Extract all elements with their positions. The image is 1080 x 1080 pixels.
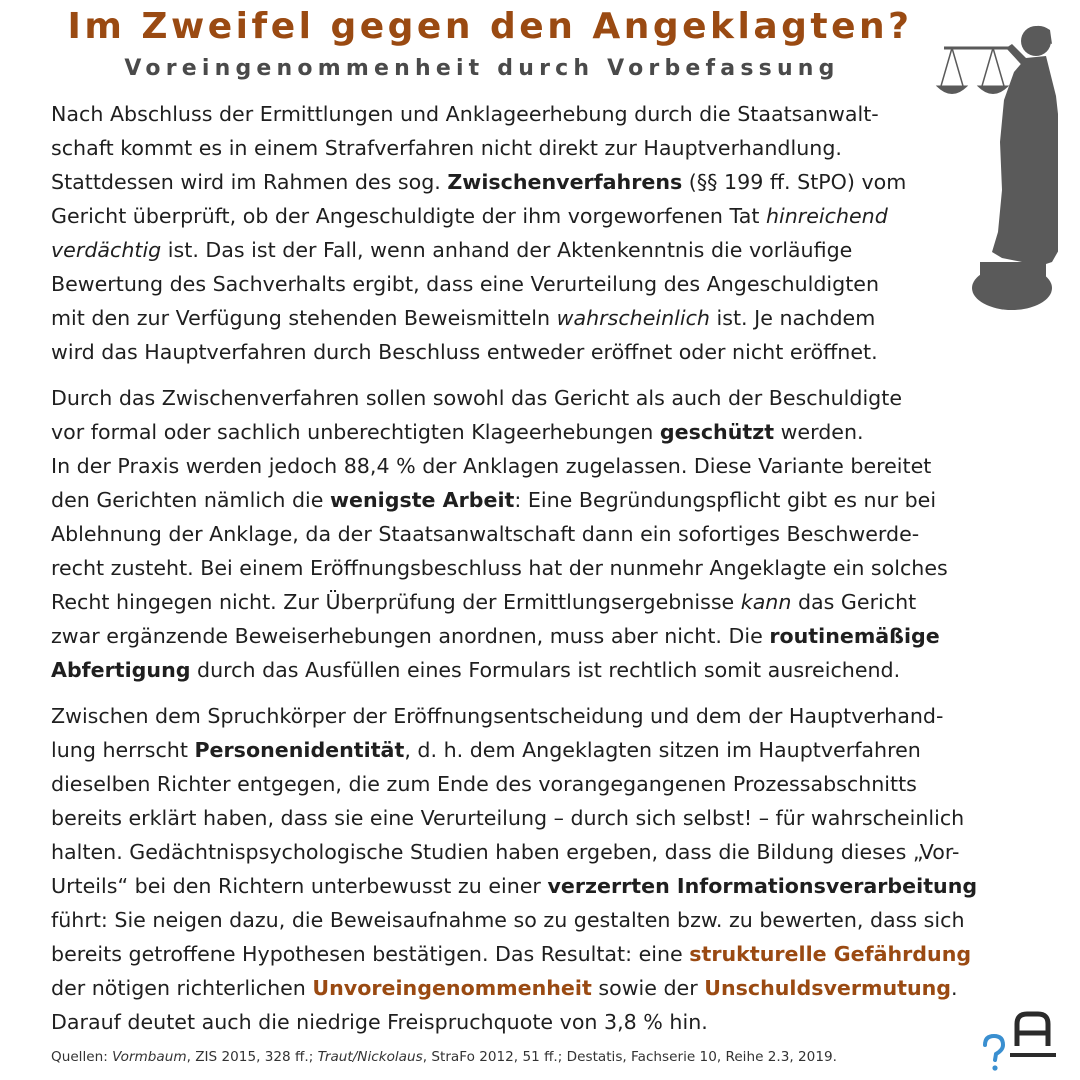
italic-phrase: Traut/Nickolaus [317,1049,423,1065]
text-line [51,381,1041,415]
text-line [51,551,1041,585]
text-line-content [51,1010,708,1034]
text-line-content [51,204,888,228]
text-line [51,415,1041,449]
text-line [51,267,1041,301]
text-run: Urteils“ bei den Richtern unterbewusst zu einer [51,874,548,898]
text-line-content [51,136,842,160]
text-run: führt: Sie neigen dazu, die Beweisaufnahme so zu gestalten bzw. zu bewerten, dass sich [51,908,965,932]
text-line [51,937,1041,971]
bold-phrase: geschützt [659,420,775,444]
text-line-content [51,942,971,966]
text-run: mit den zur Verfügung stehenden Beweismitteln [51,306,557,330]
text-run: Bewertung des Sachverhalts ergibt, dass eine Verurteilung des Angeschuldigten [51,272,880,296]
text-line [51,301,1041,335]
text-line-content [51,976,958,1000]
text-line-content [51,874,977,898]
bold-phrase: routinemäßige [769,624,940,648]
text-run: werden. [774,420,864,444]
paragraph [51,699,1041,1039]
accent-phrase: strukturelle Gefährdung [689,942,972,966]
text-line-content [51,420,864,444]
text-line [51,449,1041,483]
text-line-content [51,772,917,796]
text-run: bereits erklärt haben, dass sie eine Verurteilung – durch sich selbst! – für wahrscheinlich [51,806,965,830]
text-line [51,903,1041,937]
paragraph [51,97,1041,369]
text-run: Quellen: [51,1049,113,1065]
text-line-content [51,386,902,410]
text-line-content [51,340,878,364]
text-line [51,131,1041,165]
text-line-content [51,454,931,478]
text-line-content [51,102,879,126]
text-run: zwar ergänzende Beweiserhebungen anordnen, muss aber nicht. Die [51,624,770,648]
text-line [51,835,1041,869]
text-line [51,97,1041,131]
text-line-content [51,238,852,262]
text-run: (§§ 199 ff. StPO) vom [682,170,907,194]
text-run: vor formal oder sachlich unberechtigten Klageerhebungen [51,420,660,444]
text-line-content [51,908,965,932]
italic-phrase: hinreichend [765,204,888,228]
text-line-content [51,522,919,546]
text-line [51,483,1041,517]
text-line-content [51,556,948,580]
text-run: . [951,976,958,1000]
text-run: schaft kommt es in einem Strafverfahren nicht direkt zur Hauptverhandlung. [51,136,842,160]
italic-phrase: kann [740,590,792,614]
text-run: Recht hingegen nicht. Zur Überprüfung der Ermittlungsergebnisse [51,590,741,614]
italic-phrase: Vormbaum [112,1049,187,1065]
text-line-content [51,624,940,648]
article-body [51,97,1041,1051]
text-run: ist. Je nachdem [709,306,876,330]
text-run: Zwischen dem Spruchkörper der Eröffnungsentscheidung und dem der Hauptverhand- [51,704,944,728]
text-line-content [51,170,906,194]
text-line [51,619,1041,653]
text-run: dieselben Richter entgegen, die zum Ende des vorangegangenen Prozessabschnitts [51,772,917,796]
text-line [51,165,1041,199]
text-run: lung herrscht [51,738,195,762]
text-run: , d. h. dem Angeklagten sitzen im Hauptverfahren [404,738,921,762]
text-run: Durch das Zwischenverfahren sollen sowohl das Gericht als auch der Beschuldigte [51,386,903,410]
text-run: recht zusteht. Bei einem Eröffnungsbeschluss hat der nunmehr Angeklagte ein solches [51,556,948,580]
text-line [51,971,1041,1005]
text-run: In der Praxis werden jedoch 88,4 % der Anklagen zugelassen. Diese Variante bereitet [51,454,932,478]
text-run: : Eine Begründungspflicht gibt es nur bei [514,488,937,512]
sources-note [51,1049,837,1065]
text-run: Stattdessen wird im Rahmen des sog. [51,170,448,194]
text-run: Ablehnung der Anklage, da der Staatsanwaltschaft dann ein sofortiges Beschwerde- [51,522,920,546]
page-subtitle: Voreingenommenheit durch Vorbefassung [124,56,840,81]
page-title: Im Zweifel gegen den Angeklagten? [67,6,913,47]
text-line [51,517,1041,551]
text-run: Darauf deutet auch die niedrige Freispruchquote von 3,8 % hin. [51,1010,708,1034]
paragraph [51,381,1041,687]
text-run: , ZIS 2015, 328 ff.; [186,1049,318,1065]
text-line [51,869,1041,903]
text-run: bereits getroffene Hypothesen bestätigen. Das Resultat: eine [51,942,690,966]
text-line-content [51,590,916,614]
text-line [51,653,1041,687]
bold-phrase: Abfertigung [51,658,191,682]
text-run: wird das Hauptverfahren durch Beschluss entweder eröffnet oder nicht eröffnet. [51,340,878,364]
text-line [51,733,1041,767]
text-line-content [51,306,875,330]
text-line-content [51,704,943,728]
text-run: Nach Abschluss der Ermittlungen und Anklageerhebung durch die Staatsanwalt- [51,102,879,126]
text-line-content [51,806,964,830]
text-run: der nötigen richterlichen [51,976,313,1000]
text-run: Gericht überprüft, ob der Angeschuldigte der ihm vorgeworfenen Tat [51,204,766,228]
text-run: ist. Das ist der Fall, wenn anhand der Aktenkenntnis die vorläufige [161,238,853,262]
text-run: sowie der [591,976,705,1000]
text-line-content [51,272,879,296]
text-line [51,233,1041,267]
text-line [51,699,1041,733]
accent-phrase: Unvoreingenommenheit [312,976,592,1000]
question-logo-icon [980,1010,1056,1074]
text-run: das Gericht [791,590,917,614]
text-run: halten. Gedächtnispsychologische Studien haben ergeben, dass die Bildung dieses „Vor- [51,840,960,864]
text-line [51,585,1041,619]
text-line [51,1005,1041,1039]
italic-phrase: wahrscheinlich [556,306,710,330]
bold-phrase: Personenidentität [194,738,405,762]
text-line [51,335,1041,369]
text-line [51,767,1041,801]
text-line-content [51,488,936,512]
text-run: , StraFo 2012, 51 ff.; Destatis, Fachserie 10, Reihe 2.3, 2019. [422,1049,837,1065]
text-line-content [51,738,921,762]
bold-phrase: Zwischenverfahrens [447,170,683,194]
bold-phrase: verzerrten Informationsverarbeitung [547,874,978,898]
italic-phrase: verdächtig [51,238,162,262]
bold-phrase: wenigste Arbeit [329,488,515,512]
accent-phrase: Unschuldsvermutung [704,976,952,1000]
text-line-content [51,658,900,682]
text-line-content [51,840,959,864]
text-line [51,801,1041,835]
text-run: durch das Ausfüllen eines Formulars ist rechtlich somit ausreichend. [190,658,901,682]
text-run: den Gerichten nämlich die [51,488,330,512]
text-line [51,199,1041,233]
